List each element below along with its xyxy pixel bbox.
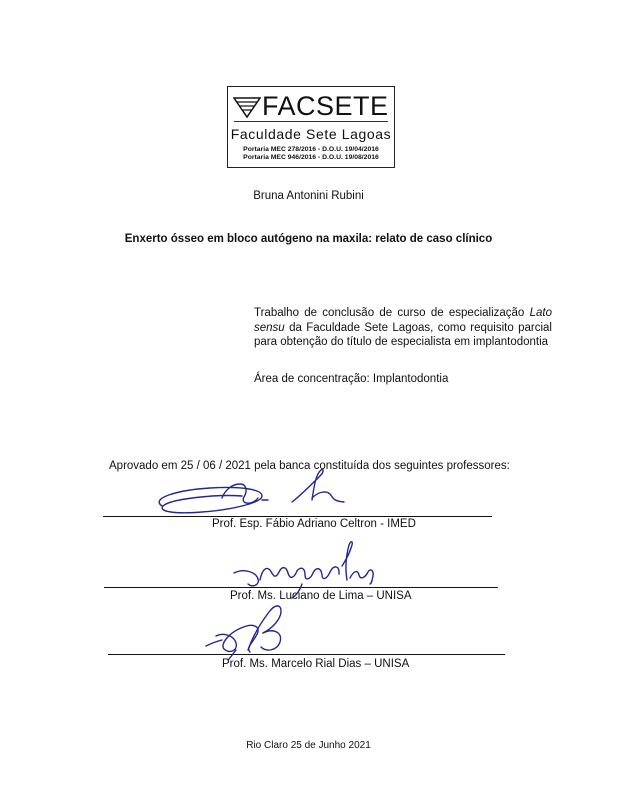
facsete-logo [227,86,395,168]
signature-line [104,587,498,588]
author-name: Bruna Antonini Rubini [253,190,364,202]
logo-subtitle: Faculdade Sete Lagoas [230,126,392,142]
logo-divider [234,121,388,122]
signature-line [103,516,492,517]
logo-portaria-2: Portaria MEC 946/2016 - D.O.U. 19/08/2016 [243,154,379,161]
examiner-name: Prof. Esp. Fábio Adriano Celtron - IMED [212,518,416,530]
description-text-2: da Faculdade Sete Lagoas, como requisito parcial para obtenção do título de especialista em implantodontia [254,321,552,348]
description-italic: Lato sensu [254,307,552,334]
place-and-date: Rio Claro 25 de Junho 2021 [246,740,371,751]
facsete-emblem-icon [233,97,261,119]
concentration-area: Área de concentração: Implantodontia [254,373,449,385]
description-text-1: Trabalho de conclusão de curso de especialização [254,307,530,319]
signature-line [108,654,505,655]
logo-name: FACSETE [262,91,389,121]
work-description [254,306,552,350]
work-title: Enxerto ósseo em bloco autógeno na maxila: relato de caso clínico [124,233,493,245]
logo-portaria-1: Portaria MEC 278/2016 - D.O.U. 19/04/2016 [243,146,379,153]
examiner-name: Prof. Ms. Marcelo Rial Dias – UNISA [222,658,410,670]
approval-statement: Aprovado em 25 / 06 / 2021 pela banca constituída dos seguintes professores: [109,460,510,472]
signature-1-icon [159,469,344,512]
examiner-name: Prof. Ms. Luciano de Lima – UNISA [230,590,412,602]
signature-3-icon [206,606,281,660]
